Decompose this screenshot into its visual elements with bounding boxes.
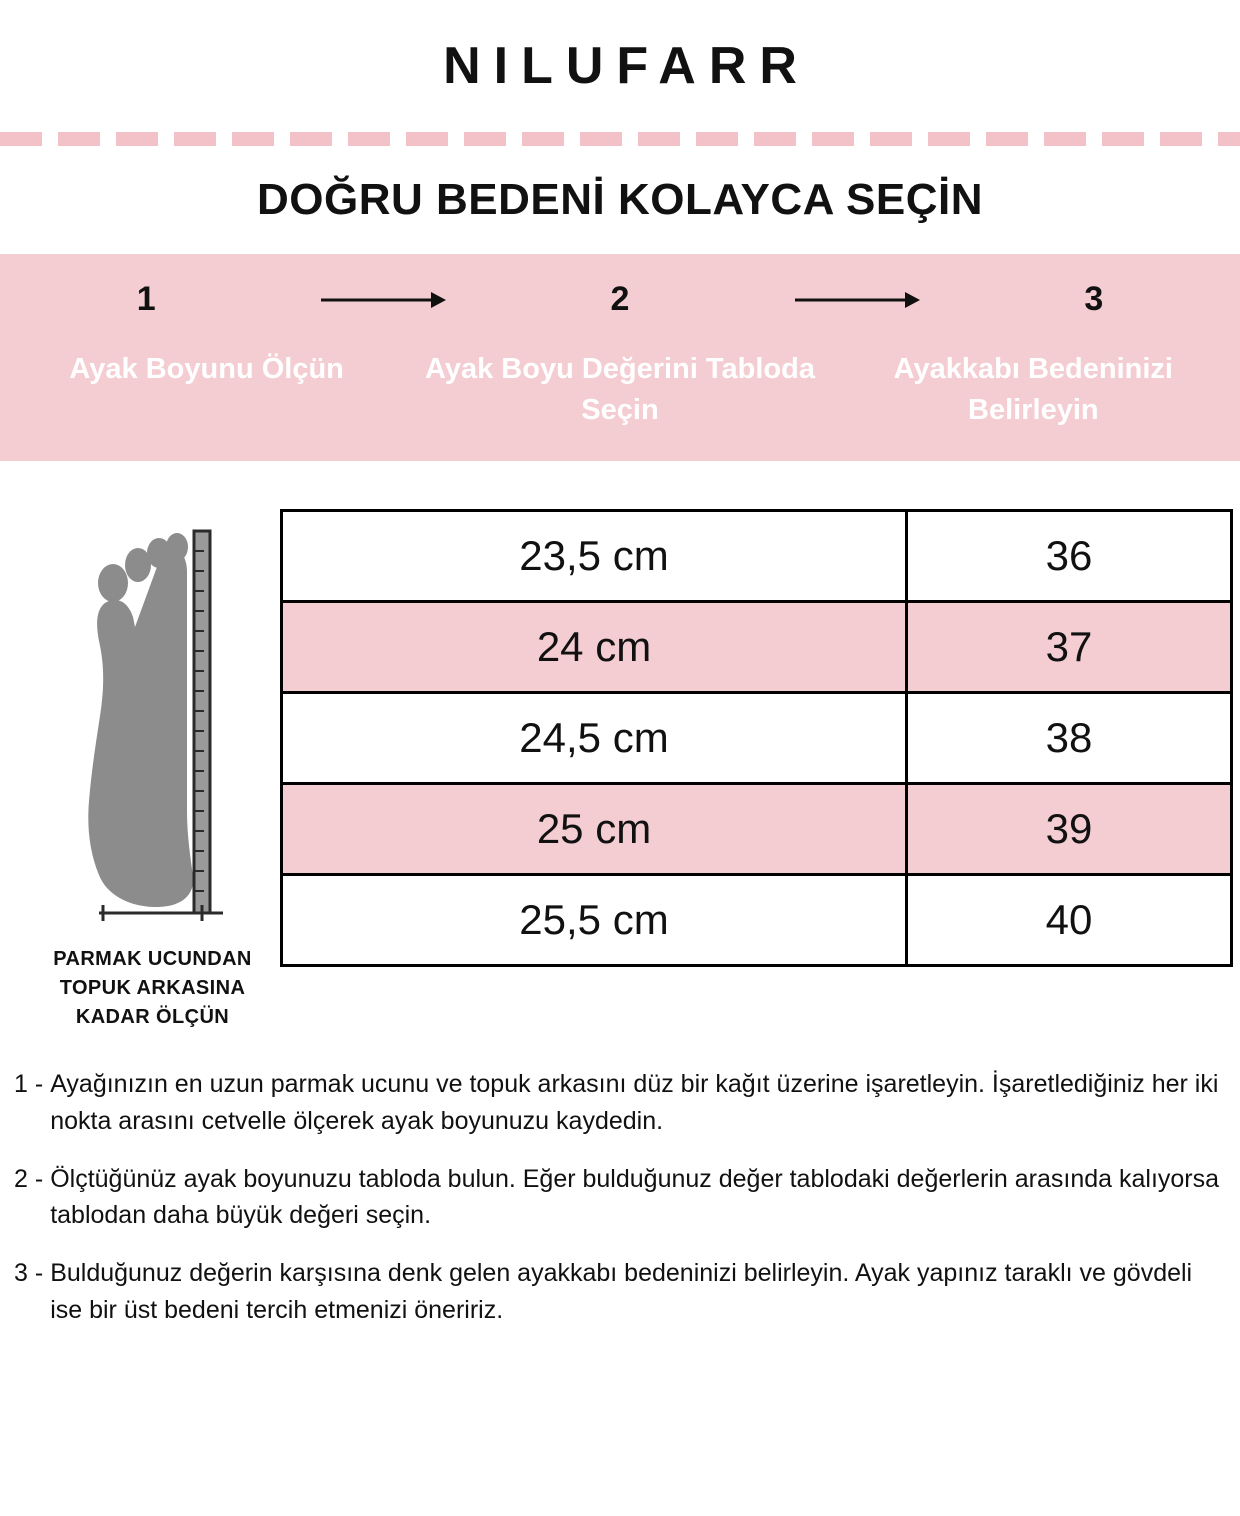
cell-shoe-size: 37 bbox=[907, 602, 1232, 693]
instruction-item-3 bbox=[14, 1255, 1222, 1328]
steps-band bbox=[0, 254, 1240, 461]
arrow-right-icon-1 bbox=[319, 289, 447, 311]
brand-header bbox=[0, 0, 1240, 132]
cell-foot-length: 24 cm bbox=[282, 602, 907, 693]
step-number-3: 3 bbox=[1084, 280, 1104, 318]
table-row bbox=[282, 602, 1232, 693]
cell-foot-length: 24,5 cm bbox=[282, 693, 907, 784]
instruction-text-2: Ölçtüğünüz ayak boyunuzu tabloda bulun. Eğer bulduğunuz değer tablodaki değerlerin arasında kalıyorsa tablodan daha büyük değeri seçin. bbox=[50, 1164, 1220, 1230]
measurement-section bbox=[0, 461, 1240, 1032]
size-table bbox=[280, 509, 1233, 967]
instruction-item-2 bbox=[14, 1161, 1222, 1234]
instructions-list bbox=[0, 1032, 1240, 1328]
cell-foot-length: 23,5 cm bbox=[282, 511, 907, 602]
page-title: DOĞRU BEDENİ KOLAYCA SEÇİN bbox=[256, 175, 984, 224]
size-table-wrap bbox=[275, 509, 1233, 967]
cell-foot-length: 25 cm bbox=[282, 784, 907, 875]
cell-shoe-size: 38 bbox=[907, 693, 1232, 784]
instruction-number-1: 1 - bbox=[14, 1070, 44, 1099]
instruction-text-1: Ayağınızın en uzun parmak ucunu ve topuk arkasını düz bir kağıt üzerine işaretleyin. İşaretlediğiniz her iki nokta arasını cetvelle ölçerek ayak boyunuzu kaydedin. bbox=[50, 1070, 1219, 1135]
foot-diagram-block bbox=[30, 509, 275, 1032]
arrow-right-icon-2 bbox=[793, 289, 921, 311]
table-row bbox=[282, 875, 1232, 966]
instruction-number-2: 2 - bbox=[14, 1164, 44, 1193]
instruction-number-3: 3 - bbox=[14, 1259, 44, 1288]
foot-diagram-caption: PARMAK UCUNDAN TOPUK ARKASINA KADAR ÖLÇÜN bbox=[53, 948, 252, 1029]
cell-shoe-size: 36 bbox=[907, 511, 1232, 602]
step-number-1: 1 bbox=[136, 280, 156, 318]
foot-measure-icon bbox=[53, 509, 253, 929]
step-label-3: Ayakkabı Bedeninizi Belirleyin bbox=[893, 353, 1173, 427]
instruction-text-3: Bulduğunuz değerin karşısına denk gelen ayakkabı bedeninizi belirleyin. Ayak yapınız taraklı ve gövdeli ise bir üst bedeni tercih etmenizi öneririz. bbox=[50, 1259, 1193, 1324]
dashed-divider bbox=[0, 132, 1240, 146]
cell-shoe-size: 39 bbox=[907, 784, 1232, 875]
table-row bbox=[282, 511, 1232, 602]
step-number-2: 2 bbox=[610, 280, 630, 318]
table-row bbox=[282, 784, 1232, 875]
steps-number-row bbox=[0, 280, 1240, 319]
page-title-wrap bbox=[0, 146, 1240, 254]
table-row bbox=[282, 693, 1232, 784]
cell-shoe-size: 40 bbox=[907, 875, 1232, 966]
brand-title: NILUFARR bbox=[443, 37, 810, 95]
instruction-item-1 bbox=[14, 1066, 1222, 1139]
steps-label-row bbox=[0, 349, 1240, 431]
cell-foot-length: 25,5 cm bbox=[282, 875, 907, 966]
step-label-2: Ayak Boyu Değerini Tabloda Seçin bbox=[424, 353, 815, 427]
step-label-1: Ayak Boyunu Ölçün bbox=[69, 353, 344, 385]
